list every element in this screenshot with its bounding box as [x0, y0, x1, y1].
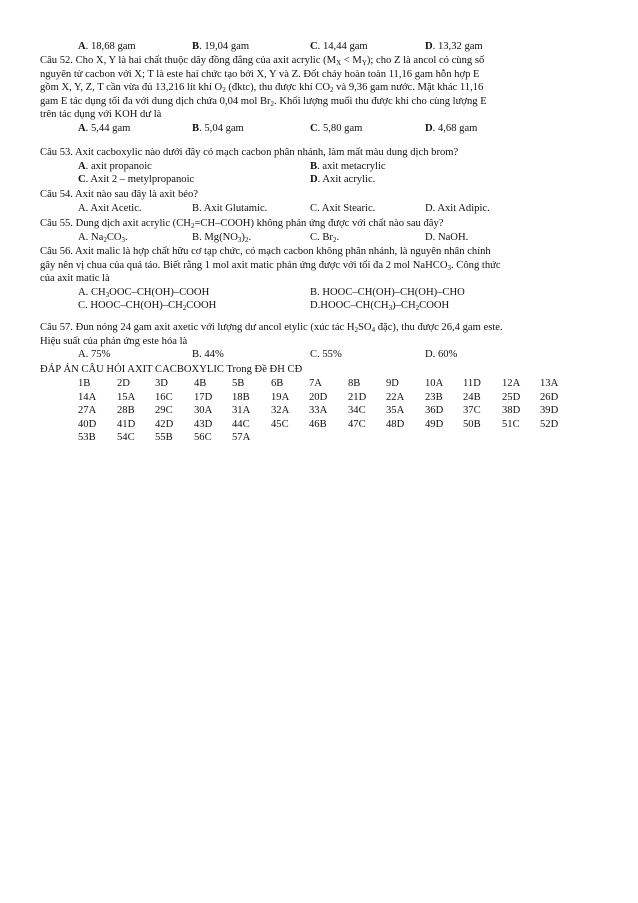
answer-key-cell: 45C: [271, 418, 289, 430]
answer-key-cell: 46B: [309, 418, 327, 430]
answer-key-cell: 14A: [78, 391, 97, 403]
answer-key-cell: 28B: [117, 405, 135, 417]
answer-key-cell: 8B: [348, 378, 361, 389]
answer-key-cell: 26D: [540, 391, 559, 403]
answer-key-row: [40, 418, 598, 432]
answer-key-cell: 30A: [194, 405, 213, 417]
answer-key-cell: 29C: [155, 405, 173, 417]
answer-key-cell: 51C: [502, 418, 520, 430]
question-stem-line: gây nên vị chua của quả táo. Biết rằng 1 mol axit matic phản ứng được với tối đa 2 mol NaHCO$_3$. Công thức: [40, 259, 501, 272]
option-c: C. Axit 2 – metylpropanoic: [78, 174, 195, 186]
answer-key-cell: 11D: [463, 378, 481, 389]
question-52: [40, 54, 598, 136]
answer-key-cell: 21D: [348, 391, 367, 403]
answer-key-row: [40, 391, 598, 405]
option-d: D. 13,32 gam: [425, 41, 483, 52]
option-d: D. NaOH.: [425, 231, 469, 243]
question-54: [40, 188, 598, 215]
answer-key-cell: 47C: [348, 418, 366, 430]
question-stem-line: gồm X, Y, Z, T cần vừa đủ 13,216 lít khí $O_2$ (đktc), thu được khí $CO_2$ và 9,36 gam nước. Mặt khác 11,16: [40, 82, 484, 95]
question-stem-line: Câu 52. Cho X, Y là hai chất thuộc dãy đồng đẳng của axit acrylic $(M_X < M_Y)$; cho Z là ancol có cùng số: [40, 55, 485, 67]
option-b: B. Axit Glutamic.: [192, 202, 268, 214]
answer-key-cell: 57A: [232, 432, 251, 444]
question-stem-line: trên tác dụng với KOH dư là: [40, 109, 162, 121]
answer-key-cell: 50B: [463, 418, 481, 430]
answer-key-cell: 31A: [232, 405, 251, 417]
answer-key-cell: 23B: [425, 391, 443, 403]
answer-key-cell: 52D: [540, 418, 559, 430]
question-stem: Câu 55. Dung dịch axit acrylic $(CH_2=CH-COOH)$ không phản ứng được với chất nào sau đây?: [40, 218, 444, 230]
question-stem-line: nguyên tử cacbon với X; T là este hai chức tạo bởi X, Y và Z. Đốt cháy hoàn toàn 11,16 gam hỗn hợp E: [40, 68, 480, 80]
answer-key-cell: 56C: [194, 432, 212, 444]
answer-key-row: [40, 431, 598, 445]
answer-key-cell: 44C: [232, 418, 250, 430]
option-c: C. HOOC–$CH(OH)-CH_2COOH$: [78, 300, 217, 313]
answer-key-cell: 3D: [155, 378, 168, 389]
option-d: $D.HOOC-CH(CH_3)-CH_2COOH$: [310, 300, 450, 313]
answer-key-cell: 35A: [386, 405, 405, 417]
answer-key-cell: 16C: [155, 391, 173, 403]
answer-key-cell: 49D: [425, 418, 444, 430]
option-a: A. axit propanoic: [78, 160, 152, 172]
answer-key-cell: 41D: [117, 418, 136, 430]
answer-key-cell: 54C: [117, 432, 135, 444]
answer-key-row: [40, 404, 598, 418]
answer-key-cell: 34C: [348, 405, 366, 417]
option-b: B. 19,04 gam: [192, 41, 250, 52]
question-stem: Câu 54. Axit nào sau đây là axit béo?: [40, 189, 198, 200]
option-a: A. 18,68 gam: [78, 41, 136, 52]
option-c: C. Axit Stearic.: [310, 202, 376, 214]
options-row: [40, 202, 598, 216]
answer-key-cell: 32A: [271, 405, 290, 417]
option-c: C. $Br_2$.: [310, 231, 340, 244]
option-a: A. 5,44 gam: [78, 122, 131, 134]
answer-key-cell: 39D: [540, 405, 559, 417]
answer-key-heading: ĐÁP ÁN CÂU HỎI AXIT CACBOXYLIC Trong Đề ĐH CĐ: [40, 364, 303, 375]
question-stem: Câu 53. Axit cacboxylic nào dưới đây có mạch cacbon phân nhánh, làm mất màu dung dịch brom?: [40, 147, 459, 158]
options-row: [40, 173, 598, 187]
option-d: D. Axit acrylic.: [310, 174, 376, 186]
answer-key-cell: 36D: [425, 405, 444, 417]
options-row: [40, 40, 598, 54]
option-b: B. HOOC–CH(OH)–CH(OH)–CHO: [310, 286, 465, 298]
answer-key-cell: 38D: [502, 405, 521, 417]
option-a: A. $CH_3OOC-CH(OH)$–COOH: [78, 286, 210, 299]
options-row: [40, 160, 598, 174]
answer-key-cell: 43D: [194, 418, 213, 430]
options-row: [40, 286, 598, 300]
answer-key-cell: 37C: [463, 405, 481, 417]
answer-key-title: [40, 363, 598, 377]
answer-key-row: [40, 377, 598, 391]
options-row: [40, 299, 598, 313]
question-stem-line: gam E tác dụng tối đa với dung dịch chứa 0,04 mol $Br_2$. Khối lượng muối thu được khi cho cùng lượng E: [40, 95, 487, 108]
question-stem-line: Hiệu suất của phản ứng este hóa là: [40, 335, 188, 347]
question-stem-line: Câu 56. Axit malic là hợp chất hữu cơ tạp chức, có mạch cacbon không phân nhánh, là nguyên nhân chính: [40, 246, 491, 257]
answer-key-cell: 27A: [78, 405, 97, 417]
question-56: [40, 245, 598, 313]
option-b: B. $Mg(NO_3)_2$.: [192, 231, 252, 244]
question-51-options: [40, 40, 598, 54]
answer-key-cell: 2D: [117, 378, 130, 389]
answer-key-cell: 10A: [425, 378, 444, 389]
option-c: C. 14,44 gam: [310, 41, 368, 52]
answer-key-cell: 17D: [194, 391, 213, 403]
answer-key-cell: 18B: [232, 391, 250, 403]
answer-key-cell: 15A: [117, 391, 136, 403]
answer-key-cell: 42D: [155, 418, 174, 430]
answer-key-cell: 13A: [540, 378, 559, 389]
option-b: B. 5,04 gam: [192, 122, 244, 134]
answer-key-grid: [40, 377, 598, 445]
answer-key-cell: 24B: [463, 391, 481, 403]
option-d: D. 60%: [425, 349, 458, 361]
option-d: D. Axit Adipic.: [425, 202, 490, 214]
option-b: B. axit metacrylic: [310, 160, 386, 172]
answer-key-cell: 33A: [309, 405, 328, 417]
answer-key-cell: 6B: [271, 378, 284, 389]
answer-key-cell: 12A: [502, 378, 521, 389]
answer-key-cell: 48D: [386, 418, 405, 430]
answer-key-cell: 25D: [502, 391, 521, 403]
answer-key-cell: 40D: [78, 418, 97, 430]
question-stem-line: của axit matic là: [40, 273, 110, 285]
answer-key-cell: 53B: [78, 432, 96, 444]
options-row: [40, 348, 598, 362]
options-row: [40, 231, 598, 245]
question-57: [40, 321, 598, 362]
answer-key-cell: 1B: [78, 378, 91, 389]
answer-key-cell: 22A: [386, 391, 405, 403]
question-stem-line: Câu 57. Đun nóng 24 gam axit axetic với lượng dư ancol etylic (xúc tác $H_2SO_4$ đặc), thu được 26,4 gam este.: [40, 322, 503, 334]
question-55: [40, 217, 598, 244]
option-d: D. 4,68 gam: [425, 122, 478, 134]
answer-key-cell: 20D: [309, 391, 328, 403]
answer-key-cell: 19A: [271, 391, 290, 403]
answer-key-cell: 5B: [232, 378, 245, 389]
answer-key-cell: 9D: [386, 378, 399, 389]
option-a: A. Axit Acetic.: [78, 202, 142, 214]
option-a: A. $Na_2CO_3$.: [78, 231, 128, 244]
answer-key-cell: 4B: [194, 378, 207, 389]
answer-key-cell: 7A: [309, 378, 322, 389]
option-b: B. 44%: [192, 349, 224, 361]
question-53: [40, 146, 598, 187]
option-c: C. 55%: [310, 349, 342, 361]
option-c: C. 5,80 gam: [310, 122, 363, 134]
answer-key-cell: 55B: [155, 432, 173, 444]
options-row: [40, 122, 598, 136]
option-a: A. 75%: [78, 349, 111, 361]
